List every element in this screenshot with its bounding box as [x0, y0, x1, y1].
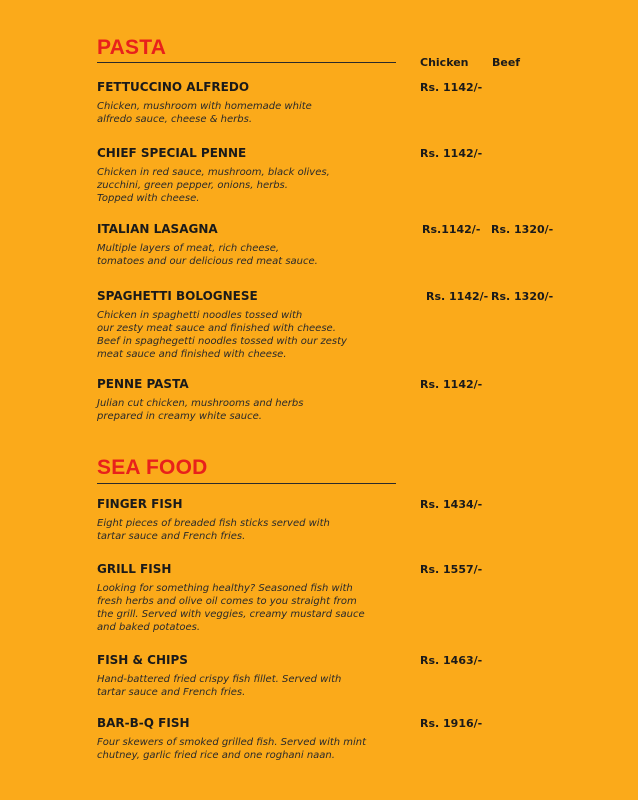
menu-item [97, 289, 557, 361]
price: Rs. 1434/- [420, 498, 483, 511]
chicken-price: Rs. 1142/- [420, 147, 483, 160]
item-description: Chicken, mushroom with homemade white alfredo sauce, cheese & herbs. [97, 101, 312, 125]
item-description: Four skewers of smoked grilled fish. Served with mint chutney, garlic fried rice and one roghani naan. [97, 737, 367, 761]
item-name: BAR-B-Q FISH [97, 716, 190, 730]
pasta-divider [97, 62, 396, 63]
item-description: Multiple layers of meat, rich cheese, tomatoes and our delicious red meat sauce. [97, 243, 318, 267]
item-description: Looking for something healthy? Seasoned fish with fresh herbs and olive oil comes to you straight from the grill. Served with veggies, creamy mustard sauce and baked potatoes. [97, 583, 365, 633]
menu-item [97, 653, 557, 699]
menu-item [97, 497, 557, 543]
item-description: Eight pieces of breaded fish sticks served with tartar sauce and French fries. [97, 518, 330, 542]
item-name: FINGER FISH [97, 497, 183, 511]
item-name: SPAGHETTI BOLOGNESE [97, 289, 258, 303]
item-name: ITALIAN LASAGNA [97, 222, 218, 236]
price: Rs. 1463/- [420, 654, 483, 667]
price: Rs. 1916/- [420, 717, 483, 730]
menu-item [97, 222, 557, 268]
item-name: PENNE PASTA [97, 377, 189, 391]
chicken-price: Rs. 1142/- [426, 290, 489, 303]
menu-item [97, 377, 557, 423]
item-description: Chicken in red sauce, mushroom, black olives, zucchini, green pepper, onions, herbs. Topped with cheese. [97, 167, 330, 204]
chicken-price: Rs.1142/- [422, 223, 481, 236]
chicken-price: Rs. 1142/- [420, 81, 483, 94]
beef-price: Rs. 1320/- [491, 223, 554, 236]
chicken-price: Rs. 1142/- [420, 378, 483, 391]
menu-item [97, 562, 557, 634]
item-description: Hand-battered fried crispy fish fillet. Served with tartar sauce and French fries. [97, 674, 342, 698]
item-name: CHIEF SPECIAL PENNE [97, 146, 247, 160]
item-name: GRILL FISH [97, 562, 172, 576]
menu-item [97, 716, 557, 762]
seafood-divider [97, 483, 396, 484]
item-description: Chicken in spaghetti noodles tossed with our zesty meat sauce and finished with cheese. Beef in spaghegetti noodles tossed with our zesty meat sauce and finished with cheese. [97, 310, 347, 360]
pasta-section-title: PASTA [97, 36, 167, 59]
item-description: Julian cut chicken, mushrooms and herbs prepared in creamy white sauce. [97, 398, 304, 422]
seafood-section-title: SEA FOOD [97, 456, 208, 479]
item-name: FETTUCCINO ALFREDO [97, 80, 250, 94]
chicken-column-header: Chicken [420, 56, 469, 69]
menu-item [97, 146, 557, 205]
menu-item [97, 80, 557, 126]
beef-price: Rs. 1320/- [491, 290, 554, 303]
item-name: FISH & CHIPS [97, 653, 188, 667]
price: Rs. 1557/- [420, 563, 483, 576]
beef-column-header: Beef [492, 56, 521, 69]
